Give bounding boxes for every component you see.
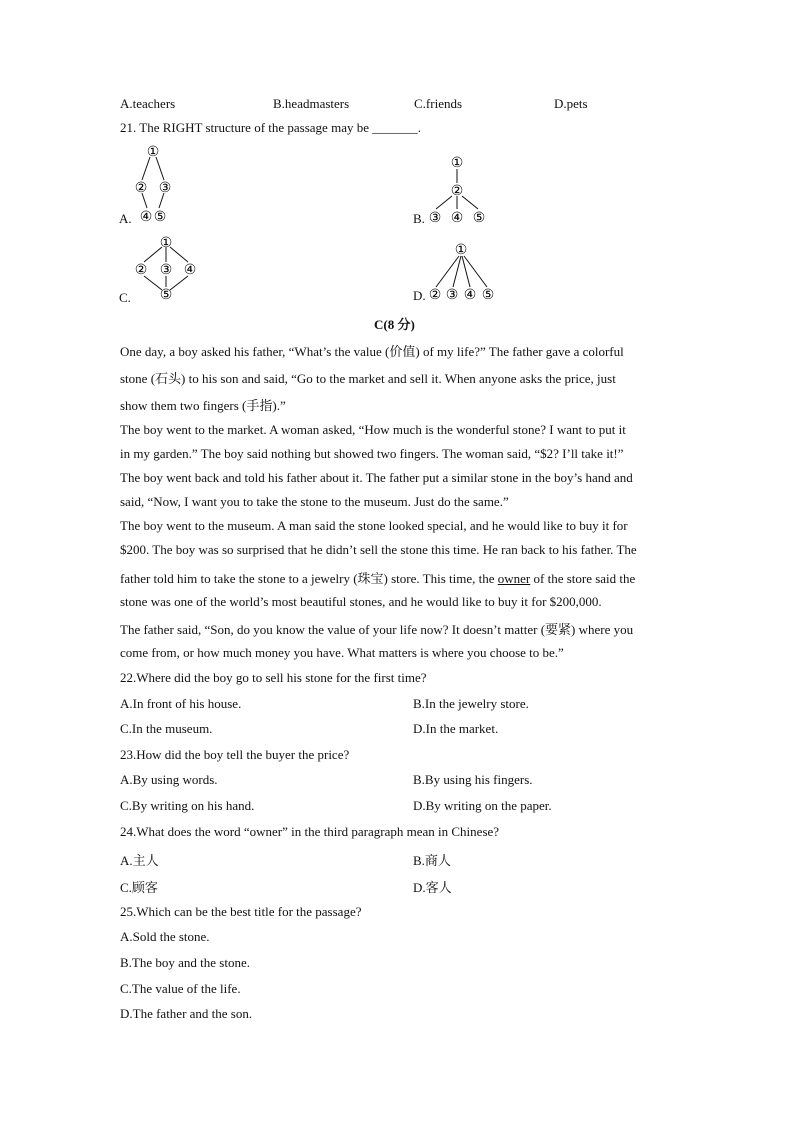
q21-d-node-1: ① [454,243,468,258]
q21-c-node-5: ⑤ [159,288,173,303]
q22-stem: 22.Where did the boy go to sell his stone for the first time? [120,670,427,685]
q22-option-d: D.In the market. [413,721,499,736]
q21-diagram-a [128,142,188,226]
q22-option-c: C.In the museum. [120,721,213,736]
q21-b-node-4: ④ [450,211,464,226]
q22-option-b: B.In the jewelry store. [413,696,529,711]
q24-option-d: D.客人 [413,880,452,895]
passage-line: $200. The boy was so surprised that he didn’t sell the stone this time. He ran back to his father. The [120,542,637,557]
passage-line: come from, or how much money you have. What matters is where you choose to be.” [120,645,564,660]
q21-diagram-b [424,152,494,228]
q21-label-b: B. [413,211,425,226]
q21-b-node-5: ⑤ [472,211,486,226]
q21-a-node-3: ③ [158,181,172,196]
passage-line: show them two fingers (手指).” [120,398,286,413]
q23-option-d: D.By writing on the paper. [413,798,552,813]
passage-line: The boy went back and told his father about it. The father put a similar stone in the boy’s hand and [120,470,633,485]
q23-option-b: B.By using his fingers. [413,772,533,787]
q21-label-c: C. [119,290,131,305]
passage-line: The boy went to the market. A woman asked, “How much is the wonderful stone? I want to put it [120,422,626,437]
q23-stem: 23.How did the boy tell the buyer the price? [120,747,350,762]
q24-stem: 24.What does the word “owner” in the third paragraph mean in Chinese? [120,824,500,839]
q21-c-node-1: ① [159,236,173,251]
passage-line [120,568,635,587]
q24-option-a: A.主人 [120,853,159,868]
owner-word: owner [497,571,531,586]
q21-a-node-5: ⑤ [153,210,167,225]
q24-option-c: C.顾客 [120,880,158,895]
passage-text: of the store said the [530,571,636,586]
passage-line: in my garden.” The boy said nothing but showed two fingers. The woman said, “$2? I’ll take it!” [120,446,624,461]
q25-option-c: C.The value of the life. [120,981,241,996]
q21-a-node-2: ② [134,181,148,196]
passage-line: The father said, “Son, do you know the value of your life now? It doesn’t matter (要紧) where you [120,622,634,637]
q20-option-a: A.teachers [120,96,176,111]
q23-option-a: A.By using words. [120,772,218,787]
q21-c-node-4: ④ [183,263,197,278]
q21-d-node-5: ⑤ [481,288,495,303]
q22-option-a: A.In front of his house. [120,696,242,711]
q21-c-node-3: ③ [159,263,173,278]
q25-option-a: A.Sold the stone. [120,929,210,944]
q20-option-d: D.pets [554,96,588,111]
q20-option-c: C.friends [414,96,463,111]
q21-b-node-3: ③ [428,211,442,226]
q25-stem: 25.Which can be the best title for the passage? [120,904,362,919]
q23-option-c: C.By writing on his hand. [120,798,255,813]
q21-stem: 21. The RIGHT structure of the passage may be _______. [120,120,421,135]
q25-option-b: B.The boy and the stone. [120,955,250,970]
q24-option-b: B.商人 [413,853,451,868]
q21-diagram-d [424,240,500,304]
passage-line: stone (石头) to his son and said, “Go to the market and sell it. When anyone asks the price, just [120,371,616,386]
q21-diagram-c [128,232,204,304]
passage-line: One day, a boy asked his father, “What’s the value (价值) of my life?” The father gave a colorful [120,344,624,359]
passage-line: The boy went to the museum. A man said the stone looked special, and he would like to buy it for [120,518,628,533]
section-title: C(8 分) [374,317,415,332]
passage-text: father told him to take the stone to a jewelry (珠宝) store. This time, the [120,571,498,586]
passage-line: stone was one of the world’s most beautiful stones, and he would like to buy it for $200,000. [120,594,602,609]
q21-d-node-4: ④ [463,288,477,303]
q21-b-node-2: ② [450,184,464,199]
q21-d-node-3: ③ [445,288,459,303]
q21-label-d: D. [413,288,426,303]
q21-label-a: A. [119,211,132,226]
q21-d-node-2: ② [428,288,442,303]
q21-a-node-4: ④ [139,210,153,225]
passage-line: said, “Now, I want you to take the stone to the museum. Just do the same.” [120,494,509,509]
q21-c-node-2: ② [134,263,148,278]
q20-option-b: B.headmasters [273,96,350,111]
q25-option-d: D.The father and the son. [120,1006,253,1021]
q21-a-node-1: ① [146,145,160,160]
q21-b-node-1: ① [450,156,464,171]
